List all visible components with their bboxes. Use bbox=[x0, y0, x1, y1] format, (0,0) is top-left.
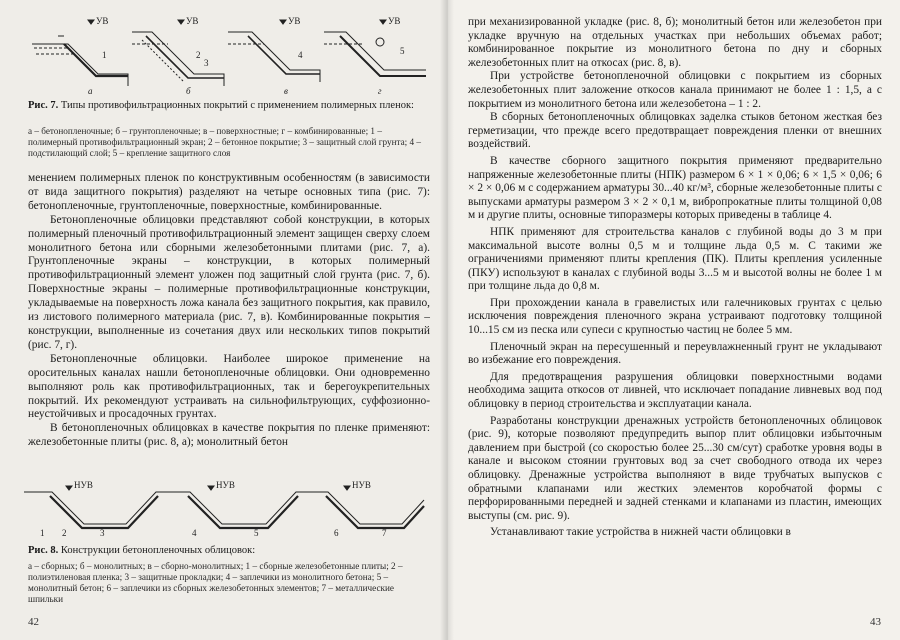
figure-7-diagram bbox=[28, 14, 428, 96]
page-number-right: 43 bbox=[870, 616, 881, 628]
figure-7d-panel bbox=[324, 32, 426, 76]
fig7-callout: 2 bbox=[196, 50, 201, 60]
figure-8-caption-text: Конструкции бетонопленочных облицовок: bbox=[60, 545, 256, 556]
paragraph: при механизированной укладке (рис. 8, б); монолитный бетон или железобетон при укладке вручную на отдельных участках при небольших объемах работ; комбинированное покрытие из монолитного бетона по дну и сборных железобетонных плит на откосах (рис. 8, в). bbox=[468, 16, 882, 69]
paragraph: Бетонопленочные облицовки представляют собой конструкции, в которых полимерный пленочный противофильтрационный элемент защищен сверху слоем монолитного бетона или сборными железобетонными плитами (рис. 7, а). Грунтопленочные экраны – конструкции, в которых полимерный противофильтрационный элемент уложен под защитный слой грунта (рис. 7, б). Поверхностные экраны – полимерные противофильтрационные конструкции, укладываемые на поверхность ложа канала без защитного покрытия, как правило, из листового полимерного материала (рис. 7, в). Комбинированные покрытия – конструкции, выполненные из сочетания двух или нескольких типов покрытий (рис. 7, г). bbox=[28, 213, 430, 351]
fig8-level-label: НУВ bbox=[216, 480, 235, 490]
paragraph: НПК применяют для строительства каналов с глубиной воды до 3 м при максимальной высоте волны 0,5 м и толщине льда 0,5 м. С такими же ограничениями применяют плиты крепления (ПК). Плиты крепления усиленные (ПКУ) используют в каналах с глубиной воды 3...5 м и высотой волны не более 1 м при толщине льда до 0,8 м. bbox=[468, 225, 882, 293]
fig8-level-label: НУВ bbox=[352, 480, 371, 490]
page-number-left: 42 bbox=[28, 616, 39, 628]
fig7-level-label: УВ bbox=[96, 16, 109, 26]
paragraph: Бетонопленочные облицовки. Наиболее широкое применение на оросительных каналах нашли бетонопленочные облицовки. Они одновременно выполняют роль как противофильтрационных, так и берегоукрепительных покрытий. Их рекомендуют устраивать на сильнофильтрующих, суффозионно-неустойчивых и просадочных грунтах. bbox=[28, 352, 430, 421]
fig7-callout: 1 bbox=[102, 50, 107, 60]
fig8-callout: 6 bbox=[334, 528, 339, 538]
paragraph: Разработаны конструкции дренажных устройств бетонопленочных облицовок (рис. 9), которые позволяют предупредить выпор плит облицовки избыточным давлением при быстрой (со скоростью более 25...30 см/сут) сработке уровня воды в канале и высоком стоянии грунтовых вод за счет свободного отвода их через облицовку. Дренажные устройства выполняют в виде трубчатых выпусков с обратными клапанами или жестких элементов коробчатой формы с перфорированными передней и задней стенками и клапанами из пластин, имеющих выступы (см. рис. 9). bbox=[468, 414, 882, 522]
fig8-callout: 4 bbox=[192, 528, 197, 538]
figure-8-caption bbox=[28, 545, 428, 558]
fig7-sub-label: б bbox=[186, 86, 191, 96]
paragraph: При устройстве бетонопленочной облицовки с покрытием из сборных железобетонных плит заложение откосов канала принимают не более 1 : 1,5, а с покрытием из монолитного бетона или железобетона – 1 : 2. bbox=[468, 70, 882, 110]
left-body-text bbox=[28, 172, 430, 450]
paragraph: Пленочный экран на пересушенный и переувлажненный грунт не укладывают во избежание его повреждения. bbox=[468, 340, 882, 367]
figure-7b-panel bbox=[132, 32, 224, 86]
figure-8-diagram bbox=[22, 478, 427, 540]
fig7-callout: 4 bbox=[298, 50, 303, 60]
right-body-text bbox=[468, 16, 882, 540]
figure-7c-panel bbox=[228, 32, 320, 82]
figure-7-caption-text: Типы противофильтрационных покрытий с применением полимерных пленок: bbox=[60, 100, 414, 111]
fig7-sub-label: в bbox=[284, 86, 288, 96]
paragraph: В сборных бетонопленочных облицовках заделка стыков бетоном жесткая без герметизации, что прежде всего предотвращает повреждения пленки от внешних воздействий. bbox=[468, 111, 882, 151]
figure-7-caption-label: Рис. 7. bbox=[28, 100, 59, 111]
right-page bbox=[446, 0, 900, 640]
fig7-callout: 5 bbox=[400, 46, 405, 56]
fig7-sub-label: г bbox=[378, 86, 382, 96]
figure-7-caption bbox=[28, 100, 428, 113]
fig8-callout: 1 bbox=[40, 528, 45, 538]
figure-7-legend: а – бетонопленочные; б – грунтопленочные; в – поверхностные; г – комбинированные; 1 – полимерный противофильтрационный экран; 2 – бетонное покрытие; 3 – защитный слой грунта; 4 – подстилающий слой; 5 – крепление защитного слоя bbox=[28, 126, 422, 158]
fig8-callout: 7 bbox=[382, 528, 387, 538]
fig7-level-label: УВ bbox=[186, 16, 199, 26]
paragraph: менением полимерных пленок по конструктивным особенностям (в зависимости от вида защитного покрытия) разделяют на четыре основных типа (рис. 7): бетонопленочные, грунтопленочные, поверхностные, комбинированные. bbox=[28, 172, 430, 212]
fig7-level-label: УВ bbox=[288, 16, 301, 26]
fig8-callout: 2 bbox=[62, 528, 67, 538]
fig8-callout: 5 bbox=[254, 528, 259, 538]
book-gutter bbox=[440, 0, 454, 640]
fig7-sub-label: а bbox=[88, 86, 93, 96]
figure-7a-panel bbox=[32, 36, 128, 86]
fig7-level-label: УВ bbox=[388, 16, 401, 26]
fig8-callout: 3 bbox=[100, 528, 105, 538]
paragraph: В бетонопленочных облицовках в качестве покрытия по пленке применяют: железобетонные плиты (рис. 8, а); монолитный бетон bbox=[28, 422, 430, 449]
paragraph: Для предотвращения разрушения облицовки поверхностными водами необходима защита откосов от ливней, что исключает попадание ливневых вод под облицовку в период строительства и эксплуатации канала. bbox=[468, 370, 882, 411]
fig7-callout: 3 bbox=[204, 58, 209, 68]
figure-8-legend: а – сборных; б – монолитных; в – сборно-монолитных; 1 – сборные железобетонные плиты; 2 – полиэтиленовая пленка; 3 – защитные прокладки; 4 – заплечики из монолитного бетона; 5 – монолитный бетон; 6 – заплечики из сборных железобетонных элементов; 7 – металлические шпильки bbox=[28, 561, 403, 604]
paragraph: В качестве сборного защитного покрытия применяют предварительно напряженные железобетонные плиты (НПК) размером 6 × 1 × 0,06; 6 × 1,5 × 0,06; 6 × 2 × 0,06 м с содержанием арматуры 30...40 кг/м³, сборные железобетонные плиты с выпусками арматуры размером 3 × 2 × 0,1 м, вибропрокатные плиты толщиной 0,08 м и другие плиты, основные типоразмеры которых приведены в таблице 4. bbox=[468, 154, 882, 222]
paragraph: Устанавливают такие устройства в нижней части облицовки в bbox=[490, 526, 791, 539]
fig8-level-label: НУВ bbox=[74, 480, 93, 490]
left-page bbox=[0, 0, 446, 640]
paragraph: При прохождении канала в гравелистых или галечниковых грунтах с целью исключения повреждения пленочного экрана устраивают подготовку толщиной 10...15 см из песка или супеси с крупностью частиц не более 5 мм. bbox=[468, 296, 882, 337]
figure-8-caption-label: Рис. 8. bbox=[28, 545, 59, 556]
